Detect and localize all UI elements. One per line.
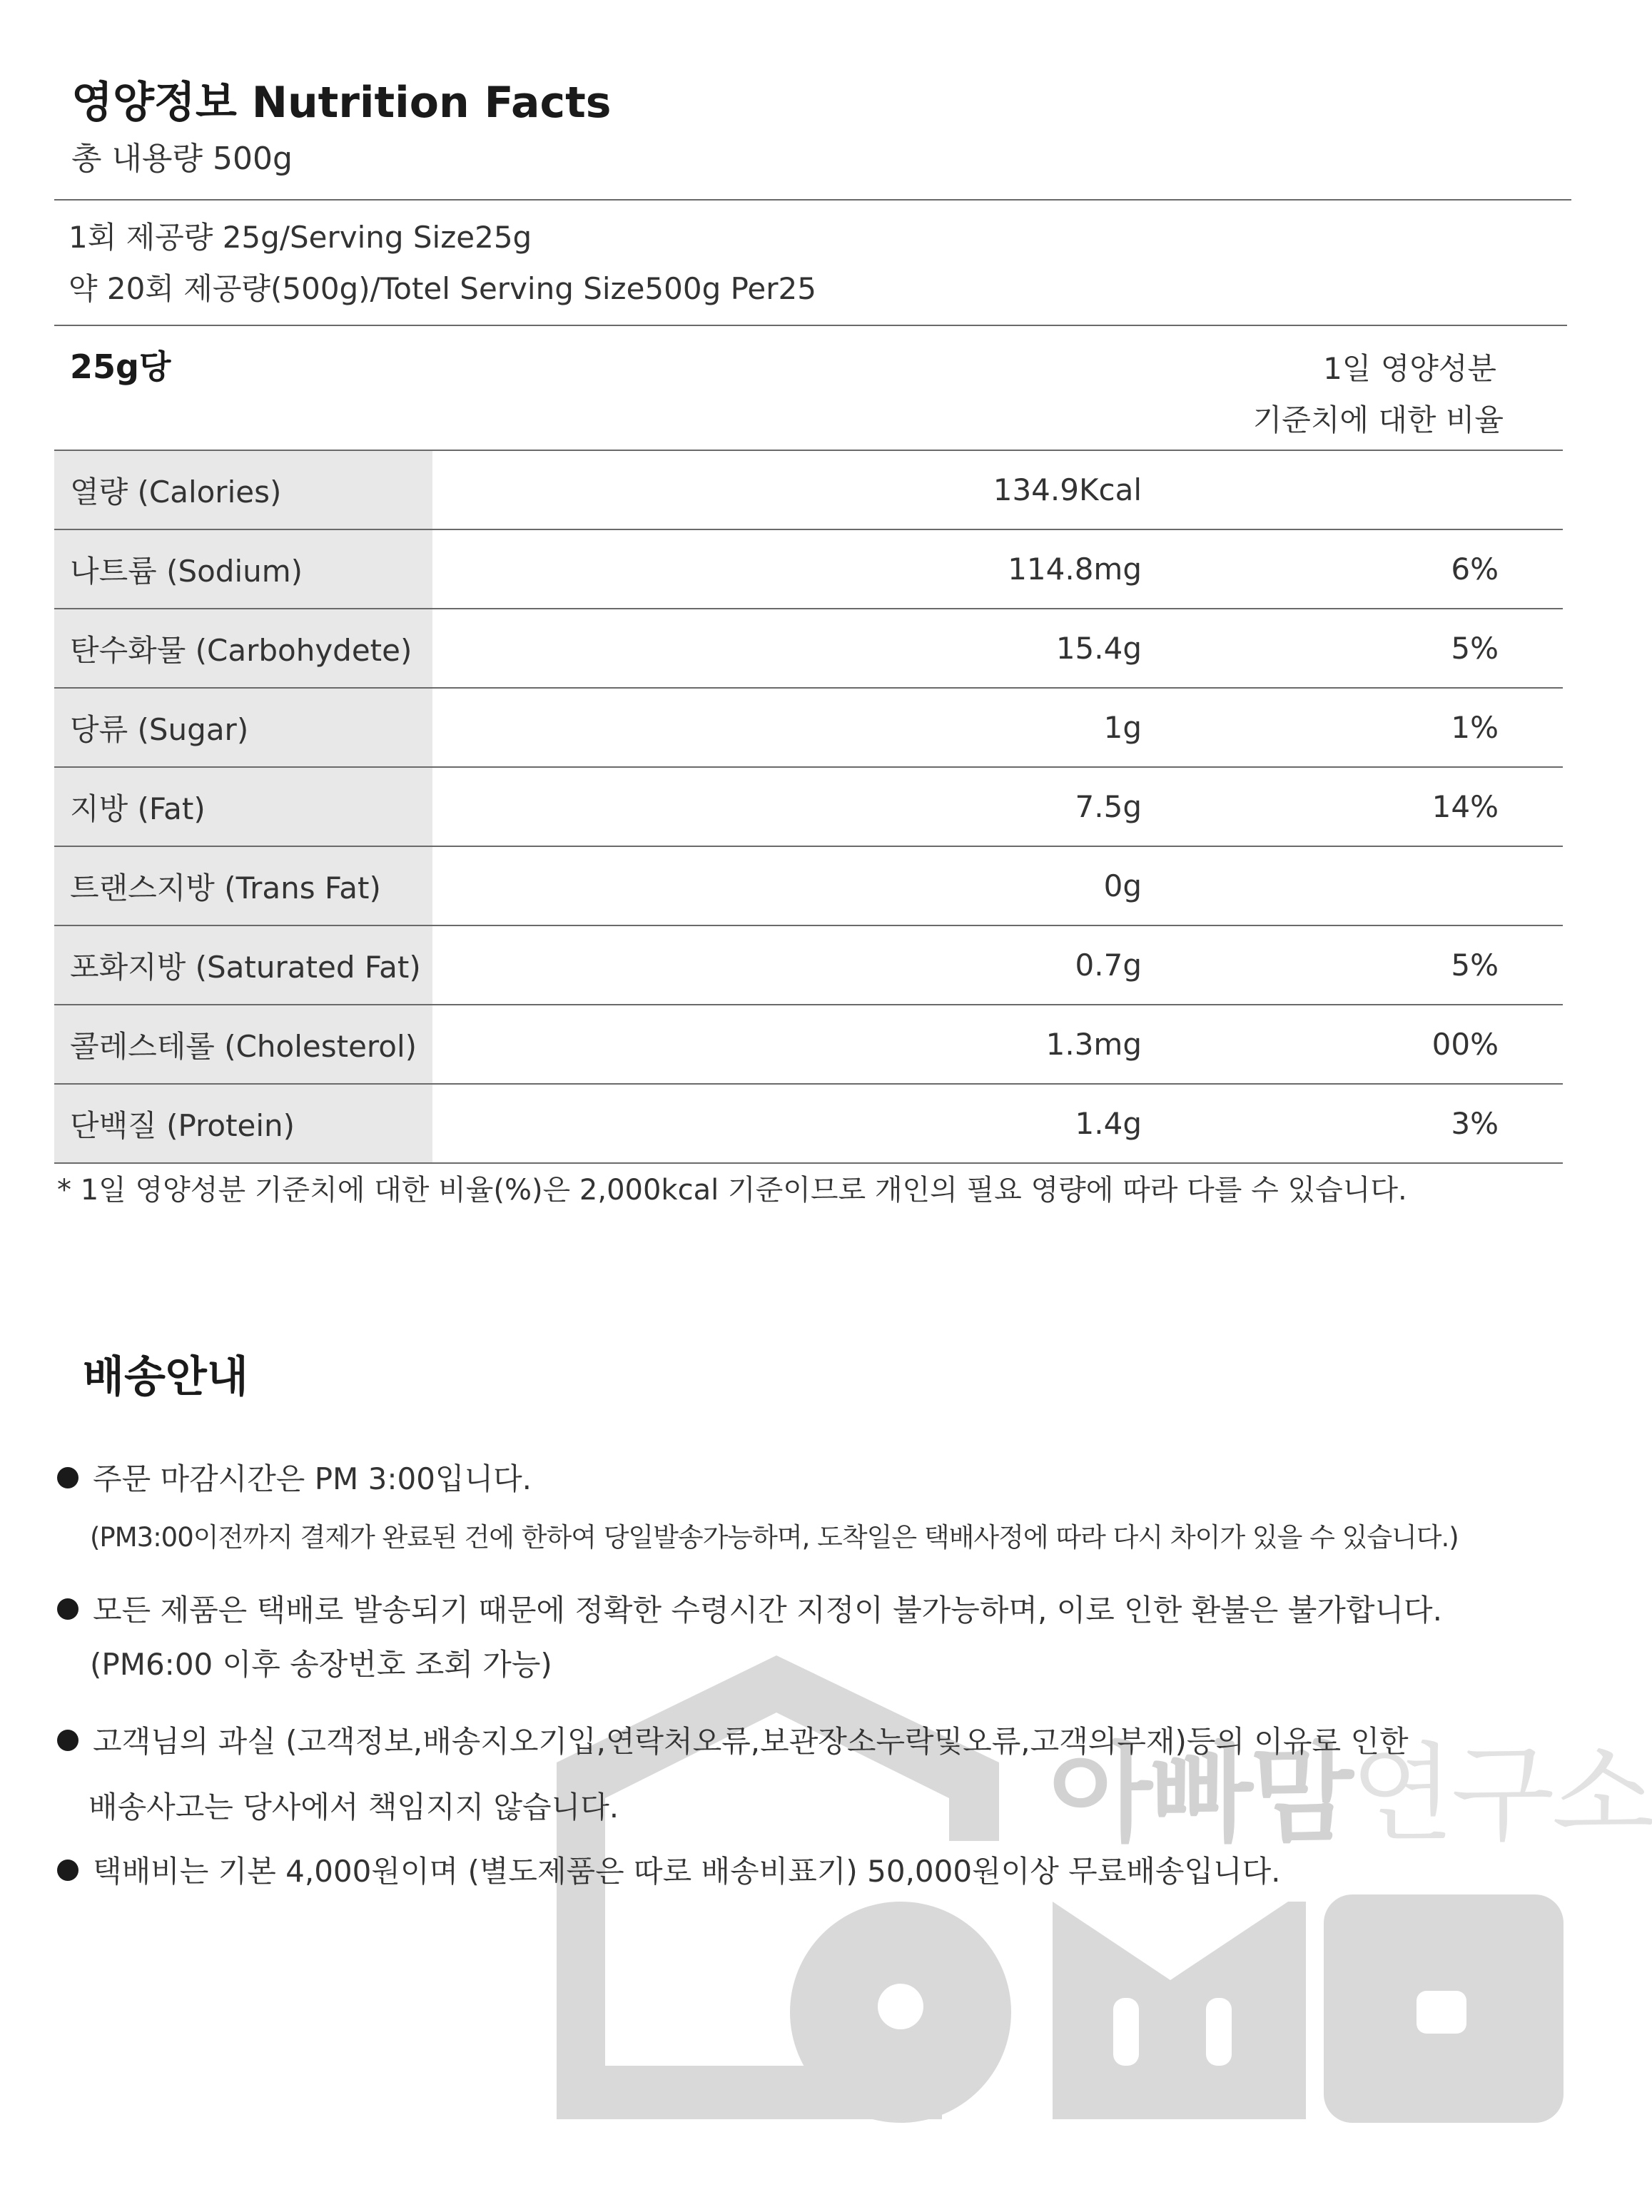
nutrient-amount: 134.9Kcal bbox=[993, 472, 1142, 507]
nutrient-name: 단백질 (Protein) bbox=[54, 1085, 432, 1162]
table-row bbox=[54, 687, 1563, 766]
nutrient-amount: 114.8mg bbox=[1008, 552, 1142, 587]
nutrient-name: 트랜스지방 (Trans Fat) bbox=[54, 847, 432, 925]
shipping-title: 배송안내 bbox=[83, 1352, 248, 1402]
nutrient-name: 탄수화물 (Carbohydete) bbox=[54, 609, 432, 687]
nutrient-percent: 00% bbox=[1431, 1027, 1499, 1062]
bullet-icon bbox=[57, 1730, 78, 1751]
table-row bbox=[54, 1083, 1563, 1164]
nutrient-percent: 5% bbox=[1451, 631, 1499, 666]
nutrient-amount: 1.3mg bbox=[1045, 1027, 1142, 1062]
nutrient-amount: 1g bbox=[1103, 710, 1142, 745]
daily-value-header-line2: 기준치에 대한 비율 bbox=[1252, 402, 1504, 437]
nutrient-percent: 5% bbox=[1451, 948, 1499, 983]
nutrition-title: 영양정보 Nutrition Facts bbox=[71, 78, 612, 128]
serving-size: 1회 제공량 25g/Serving Size25g bbox=[69, 220, 532, 255]
bullet-icon bbox=[57, 1860, 78, 1881]
nutrient-amount: 7.5g bbox=[1075, 789, 1142, 824]
table-row bbox=[54, 529, 1563, 608]
table-row bbox=[54, 925, 1563, 1004]
table-row bbox=[54, 766, 1563, 846]
nutrient-percent: 14% bbox=[1431, 789, 1499, 824]
nutrient-name: 나트륨 (Sodium) bbox=[54, 530, 432, 608]
nutrition-footnote: * 1일 영양성분 기준치에 대한 비율(%)은 2,000kcal 기준이므로 개인의 필요 영량에 따라 다를 수 있습니다. bbox=[57, 1174, 1407, 1207]
table-row bbox=[54, 846, 1563, 925]
table-row bbox=[54, 1004, 1563, 1083]
nutrient-percent: 3% bbox=[1451, 1106, 1499, 1141]
watermark-brand-bold: 아빠맘 bbox=[1049, 1732, 1351, 1857]
daily-value-header-line1: 1일 영양성분 bbox=[1323, 351, 1496, 386]
nutrient-percent: 1% bbox=[1451, 710, 1499, 745]
total-content: 총 내용량 500g bbox=[71, 141, 293, 177]
bullet-icon bbox=[57, 1467, 78, 1488]
shipping-item-note: (PM3:00이전까지 결제가 완료된 건에 한하여 당일발송가능하며, 도착일은 택배사정에 따라 다시 차이가 있을 수 있습니다.) bbox=[90, 1522, 1459, 1553]
divider bbox=[54, 199, 1571, 201]
nutrient-amount: 15.4g bbox=[1055, 631, 1142, 666]
nutrient-name: 당류 (Sugar) bbox=[54, 689, 432, 766]
nutrient-amount: 1.4g bbox=[1075, 1106, 1142, 1141]
table-row bbox=[54, 450, 1563, 529]
nutrient-percent: 6% bbox=[1451, 552, 1499, 587]
nutrient-name: 열량 (Calories) bbox=[54, 451, 432, 529]
nutrient-amount: 0.7g bbox=[1075, 948, 1142, 983]
shipping-item-text: 주문 마감시간은 PM 3:00입니다. bbox=[93, 1461, 532, 1496]
nutrient-name: 지방 (Fat) bbox=[54, 768, 432, 846]
watermark-brand-light: 연구소 bbox=[1350, 1732, 1652, 1857]
shipping-item-note: (PM6:00 이후 송장번호 조회 가능) bbox=[90, 1647, 552, 1682]
nutrient-name: 포화지방 (Saturated Fat) bbox=[54, 926, 432, 1004]
shipping-item-text: 모든 제품은 택배로 발송되기 때문에 정확한 수령시간 지정이 불가능하며, 이로 인한 환불은 불가합니다. bbox=[93, 1593, 1442, 1628]
per-serving-label: 25g당 bbox=[70, 347, 171, 386]
bullet-icon bbox=[57, 1598, 78, 1620]
divider bbox=[54, 325, 1567, 326]
nutrient-name: 콜레스테롤 (Cholesterol) bbox=[54, 1005, 432, 1083]
table-row bbox=[54, 608, 1563, 687]
shipping-item-note: 배송사고는 당사에서 책임지지 않습니다. bbox=[88, 1790, 619, 1825]
shipping-item-text: 택배비는 기본 4,000원이며 (별도제품은 따로 배송비표기) 50,000원이상 무료배송입니다. bbox=[93, 1854, 1281, 1889]
total-serving-size: 약 20회 제공량(500g)/Totel Serving Size500g Per25 bbox=[69, 271, 816, 306]
shipping-item-text: 고객님의 과실 (고객정보,배송지오기입,연락처오류,보관장소누락및오류,고객의부재)등의 이유로 인한 bbox=[93, 1724, 1409, 1759]
nutrient-amount: 0g bbox=[1103, 868, 1142, 903]
nutrition-table bbox=[54, 450, 1563, 1164]
